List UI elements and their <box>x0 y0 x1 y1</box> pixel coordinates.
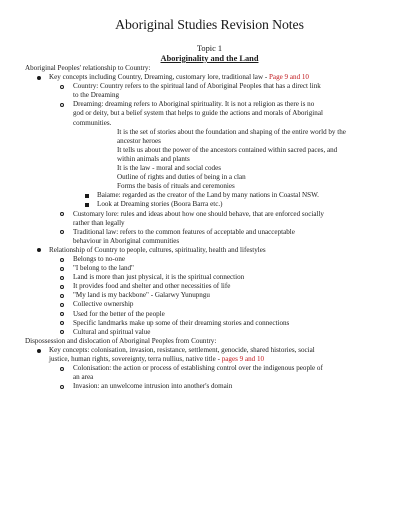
list-item <box>25 255 394 264</box>
lore-line: rather than legally <box>73 218 125 227</box>
list-item <box>25 191 394 200</box>
detail-line: It is the law - moral and social codes <box>117 164 222 173</box>
colonisation-line: Colonisation: the action or process of establishing control over the indigenous people of <box>73 364 323 373</box>
bullet-square-icon <box>85 191 89 200</box>
list-item <box>25 73 394 82</box>
invasion-text: Invasion: an unwelcome intrusion into another's domain <box>73 382 233 391</box>
detail-line: It tells us about the power of the ancestors contained within sacred paces, and <box>117 145 338 154</box>
list-item <box>25 264 394 273</box>
list-item <box>25 273 394 282</box>
page-reference: Page 9 and 10 <box>268 73 309 82</box>
law-line: behaviour in Aboriginal communities <box>73 236 180 245</box>
key-concepts-line: Key concepts: colonisation, invasion, resistance, settlement, genocide, shared histories, social <box>49 345 315 354</box>
law-line: Traditional law: refers to the common features of acceptable and unacceptable <box>73 227 295 236</box>
colonisation-line: an area <box>73 373 94 382</box>
item-text: Belongs to no-one <box>73 254 126 263</box>
list-item <box>25 300 394 309</box>
list-item <box>25 364 394 382</box>
item-text: "I belong to the land" <box>73 264 134 273</box>
page-reference: pages 9 and 10 <box>221 355 265 363</box>
detail-line: It is the set of stories about the foundation and shaping of the entire world by the <box>117 127 346 136</box>
item-text: Cultural and spiritual value <box>73 327 151 336</box>
detail-line: Forms the basis of rituals and ceremonies <box>117 182 235 191</box>
country-line: Country: Country refers to the spiritual land of Aboriginal Peoples that has a direct link <box>73 82 321 91</box>
item-text: "My land is my backbone" - Galarwy Yunupngu <box>73 291 210 300</box>
bullet-square-icon <box>85 200 89 209</box>
baiame-text: Baiame: regarded as the creator of the Land by many nations in Coastal NSW. <box>97 191 319 200</box>
bullet-circle-icon <box>60 82 64 92</box>
dreaming-line: god or deity, but a belief system that helps to guide the actions and morals of Aboriginal <box>73 109 323 118</box>
dreaming-details <box>25 128 394 192</box>
item-text: It provides food and shelter and other necessities of life <box>73 282 231 291</box>
list-item <box>25 291 394 300</box>
list-item <box>25 246 394 255</box>
topic-number: Topic 1 <box>196 44 223 53</box>
look-text: Look at Dreaming stories (Boora Barra etc.) <box>97 200 223 209</box>
list-item <box>25 100 394 127</box>
detail-line: Outline of rights and duties of being in a clan <box>117 173 246 182</box>
section-heading: Dispossession and dislocation of Aboriginal Peoples from Country: <box>25 336 217 345</box>
list-item <box>25 282 394 291</box>
list-item <box>25 382 394 391</box>
section-heading: Relationship of Country to people, cultures, spirituality, health and lifestyles <box>49 245 266 254</box>
topic-name: Aboriginality and the Land <box>160 54 259 63</box>
list-item <box>25 328 394 337</box>
item-text: Land is more than just physical, it is the spiritual connection <box>73 273 245 282</box>
bullet-circle-icon <box>60 100 64 110</box>
list-item <box>25 200 394 209</box>
key-concepts-text: Key concepts including Country, Dreaming, customary lore, traditional law - <box>49 73 269 82</box>
item-text: Collective ownership <box>73 300 134 309</box>
item-text: Specific landmarks make up some of their dreaming stories and connections <box>73 318 290 327</box>
bullet-dot-icon <box>37 346 41 356</box>
bullet-circle-icon <box>60 382 64 392</box>
list-item <box>25 310 394 319</box>
item-text: Used for the better of the people <box>73 309 165 318</box>
country-line: to the Dreaming <box>73 91 120 100</box>
section-heading: Aboriginal Peoples' relationship to Country: <box>25 64 151 72</box>
key-concepts-line: justice, human rights, sovereignty, terra nullius, native title - <box>49 355 222 363</box>
dreaming-line: communities. <box>73 118 112 127</box>
detail-line: ancestor heroes <box>117 136 161 145</box>
list-item <box>25 82 394 100</box>
document-title: Aboriginal Studies Revision Notes <box>115 17 304 32</box>
bullet-circle-icon <box>60 210 64 220</box>
list-item <box>25 346 394 364</box>
bullet-circle-icon <box>60 328 64 338</box>
bullet-circle-icon <box>60 364 64 374</box>
dreaming-line: Dreaming: dreaming refers to Aboriginal spirituality. It is not a religion as there is no <box>73 100 315 109</box>
list-item <box>25 228 394 246</box>
lore-line: Customary lore: rules and ideas about how one should behave, that are enforced socially <box>73 209 324 218</box>
list-item <box>25 319 394 328</box>
bullet-circle-icon <box>60 228 64 238</box>
detail-line: within animals and plants <box>117 154 190 163</box>
list-item <box>25 210 394 228</box>
